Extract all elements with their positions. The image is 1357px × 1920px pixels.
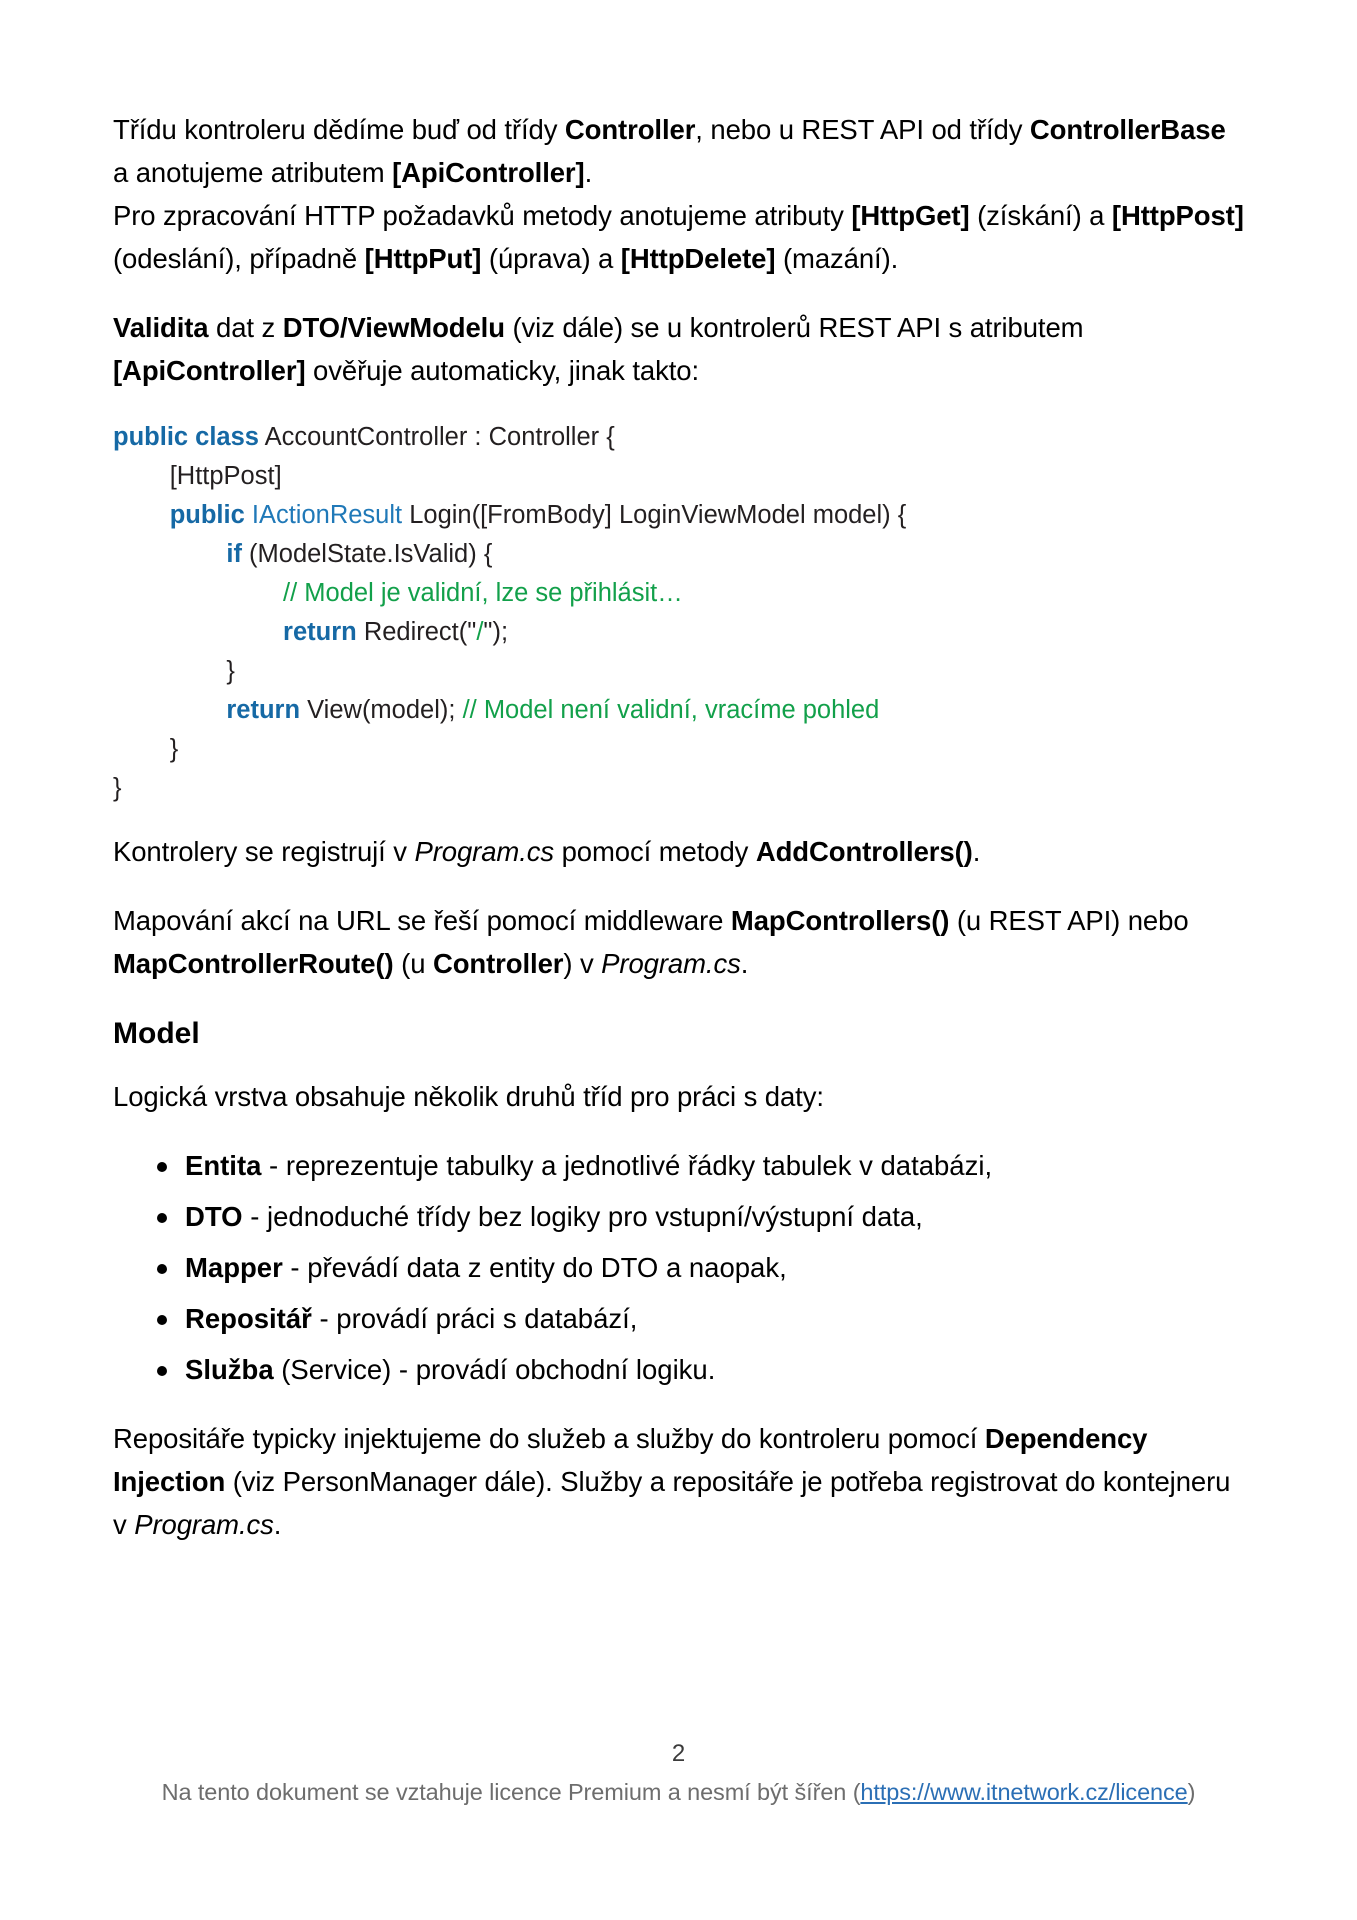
page-content — [113, 108, 1246, 1572]
bold-addcontrollers: AddControllers() — [755, 836, 973, 867]
code-token-pl: [HttpPost] — [169, 462, 282, 490]
italic-program-cs-2: Program.cs — [601, 948, 741, 979]
bold-mapcontrollerroute: MapControllerRoute() — [113, 948, 394, 979]
code-block-account-controller — [113, 418, 1246, 808]
section-heading-model: Model — [113, 1017, 200, 1050]
code-token-pl: Login([FromBody] LoginViewModel model) { — [402, 501, 907, 529]
list-item-term: Entita — [185, 1150, 262, 1181]
code-line — [113, 418, 1246, 457]
text-segment: (mazání). — [775, 243, 899, 274]
text-segment: . — [972, 836, 981, 867]
licence-note — [0, 1777, 1357, 1807]
code-token-kw: return — [283, 618, 357, 646]
code-line — [113, 457, 1246, 496]
list-item-description: - převádí data z entity do DTO a naopak, — [282, 1252, 787, 1283]
code-indent — [113, 657, 226, 685]
list-item — [113, 1195, 1246, 1238]
list-item-term: Repositář — [185, 1303, 312, 1334]
bold-controller: Controller — [564, 114, 696, 145]
paragraph-controller-inheritance — [113, 108, 1246, 280]
code-token-pl: (ModelState.IsValid) { — [241, 540, 493, 568]
list-item — [113, 1297, 1246, 1340]
code-line — [113, 496, 1246, 535]
code-line — [113, 652, 1246, 691]
text-segment: (odeslání), případně — [113, 243, 365, 274]
code-indent — [113, 618, 283, 646]
list-item-description: - reprezentuje tabulky a jednotlivé řádky tabulek v databázi, — [261, 1150, 993, 1181]
code-indent — [113, 462, 170, 490]
list-item-description: - jednoduché třídy bez logiky pro vstupní/výstupní data, — [242, 1201, 923, 1232]
paragraph-registrace-kontroleru — [113, 830, 1246, 873]
text-segment: (viz dále) se u kontrolerů REST API s atributem — [504, 312, 1084, 343]
bold-httpput: [HttpPut] — [364, 243, 482, 274]
text-segment: (získání) a — [969, 200, 1112, 231]
list-item-description: (Service) - provádí obchodní logiku. — [273, 1354, 716, 1385]
page-footer — [0, 1739, 1357, 1807]
code-token-pl: } — [113, 774, 122, 802]
text-segment: (u REST API) nebo — [949, 905, 1189, 936]
code-token-pl — [245, 501, 252, 529]
code-token-kw: public — [169, 501, 245, 529]
code-line — [113, 574, 1246, 613]
text-segment: Logická vrstva obsahuje několik druhů tříd pro práci s daty: — [113, 1081, 824, 1112]
list-item-term: DTO — [185, 1201, 243, 1232]
code-token-pl: View(model); — [300, 696, 463, 724]
bold-httpget: [HttpGet] — [851, 200, 970, 231]
bold-httpdelete: [HttpDelete] — [620, 243, 776, 274]
code-token-kw: return — [226, 696, 301, 724]
code-token-pl: } — [226, 657, 235, 685]
bold-validita: Validita — [113, 312, 209, 343]
code-line — [113, 730, 1246, 769]
page-number: 2 — [671, 1740, 686, 1767]
bold-controller-2: Controller — [432, 948, 564, 979]
code-indent — [113, 501, 170, 529]
list-item-term: Mapper — [185, 1252, 283, 1283]
text-segment: ) v — [563, 948, 602, 979]
text-segment: (úprava) a — [481, 243, 621, 274]
bold-dto-viewmodelu: DTO/ViewModelu — [282, 312, 505, 343]
bold-httppost: [HttpPost] — [1111, 200, 1244, 231]
italic-program-cs: Program.cs — [414, 836, 555, 867]
code-indent — [113, 540, 226, 568]
list-item — [113, 1348, 1246, 1391]
list-item-term: Služba — [185, 1354, 274, 1385]
code-token-pl: } — [169, 735, 179, 763]
list-item — [113, 1144, 1246, 1187]
licence-note-text-after: ) — [1187, 1779, 1196, 1805]
text-segment: Repositáře typicky injektujeme do služeb a služby do kontroleru pomocí — [113, 1423, 985, 1454]
text-segment: dat z — [208, 312, 283, 343]
bold-apicontroller-2: [ApiController] — [113, 355, 306, 386]
text-segment: Kontrolery se registrují v — [113, 836, 415, 867]
code-token-kw: public class — [113, 423, 259, 451]
code-line — [113, 691, 1246, 730]
list-class-kinds — [113, 1144, 1246, 1391]
text-segment: . — [273, 1509, 282, 1540]
text-segment: Pro zpracování HTTP požadavků metody anotujeme atributy — [113, 200, 852, 231]
code-token-cmt: // Model je validní, lze se přihlásit… — [283, 579, 683, 607]
code-token-cmt: // Model není validní, vracíme pohled — [462, 696, 880, 724]
code-token-str: / — [476, 618, 484, 646]
text-segment: Třídu kontroleru dědíme buď od třídy — [113, 114, 565, 145]
bold-dependency-injection: Dependency Injection — [113, 1423, 1148, 1497]
list-item-description: - provádí práci s databází, — [311, 1303, 638, 1334]
code-line — [113, 535, 1246, 574]
code-token-kw: if — [226, 540, 242, 568]
paragraph-validita — [113, 306, 1246, 392]
code-indent — [113, 735, 170, 763]
bold-apicontroller: [ApiController] — [392, 157, 585, 188]
paragraph-dependency-injection — [113, 1417, 1246, 1546]
text-segment: , nebo u REST API od třídy — [695, 114, 1030, 145]
code-token-pl: "); — [483, 618, 509, 646]
text-segment: (u — [393, 948, 433, 979]
code-indent — [113, 696, 226, 724]
text-segment: Mapování akcí na URL se řeší pomocí middleware — [113, 905, 731, 936]
bold-mapcontrollers: MapControllers() — [730, 905, 950, 936]
paragraph-logicka-vrstva — [113, 1075, 1246, 1118]
code-line — [113, 613, 1246, 652]
code-token-pl: Redirect(" — [356, 618, 477, 646]
licence-note-text-before: Na tento dokument se vztahuje licence Premium a nesmí být šířen ( — [161, 1779, 861, 1805]
text-segment: . — [584, 157, 593, 188]
code-token-pl: AccountController : Controller { — [258, 423, 615, 451]
text-segment: a anotujeme atributem — [113, 157, 393, 188]
licence-link[interactable]: https://www.itnetwork.cz/licence — [860, 1779, 1188, 1805]
paragraph-mapovani-akci — [113, 899, 1246, 985]
code-token-typ: IActionResult — [251, 501, 403, 529]
bold-controllerbase: ControllerBase — [1029, 114, 1226, 145]
text-segment: . — [740, 948, 749, 979]
code-indent — [113, 579, 283, 607]
italic-program-cs-3: Program.cs — [134, 1509, 274, 1540]
text-segment: (viz PersonManager dále). Služby a repositáře je potřeba registrovat do kontejneru v — [113, 1466, 1231, 1540]
code-line — [113, 769, 1246, 808]
text-segment: ověřuje automaticky, jinak takto: — [305, 355, 700, 386]
list-item — [113, 1246, 1246, 1289]
text-segment: pomocí metody — [554, 836, 756, 867]
